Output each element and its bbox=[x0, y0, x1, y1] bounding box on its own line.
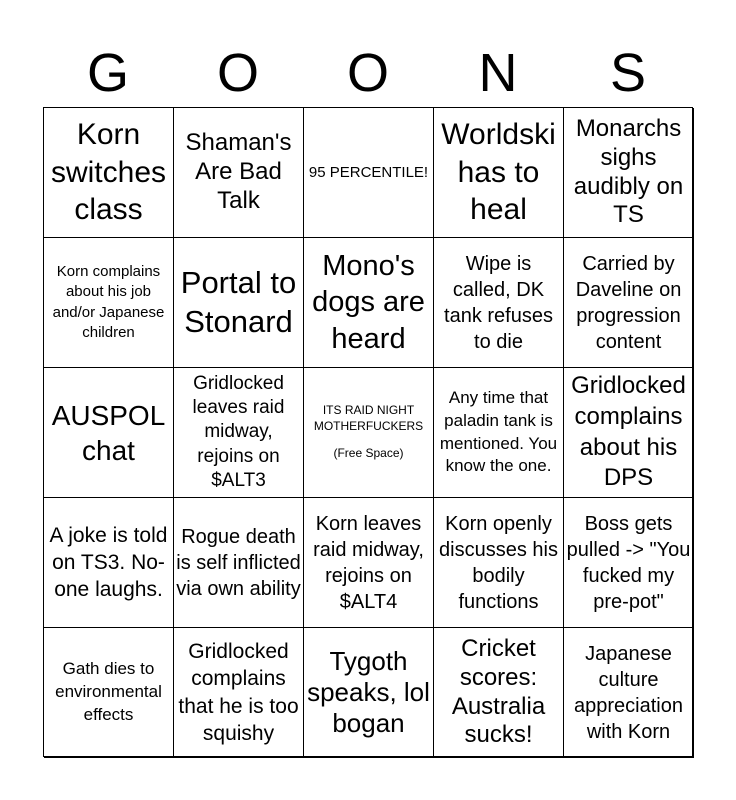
free-space-title: ITS RAID NIGHT MOTHERFUCKERS bbox=[313, 403, 424, 433]
bingo-cell[interactable] bbox=[434, 628, 564, 758]
bingo-cell[interactable] bbox=[304, 108, 434, 238]
cell-text: Korn openly discusses his bodily functions bbox=[439, 512, 558, 613]
bingo-cell[interactable] bbox=[564, 498, 694, 628]
bingo-cell[interactable] bbox=[44, 238, 174, 368]
cell-text: Cricket scores: Australia sucks! bbox=[451, 634, 546, 749]
cell-text: Rogue death is self inflicted via own ability bbox=[176, 525, 301, 600]
bingo-header bbox=[43, 42, 693, 104]
bingo-cell[interactable] bbox=[44, 498, 174, 628]
bingo-cell[interactable] bbox=[434, 108, 564, 238]
header-letter-g: G bbox=[86, 43, 129, 103]
header-letter-o2: O bbox=[346, 43, 389, 103]
bingo-cell[interactable] bbox=[564, 108, 694, 238]
bingo-cell[interactable] bbox=[434, 368, 564, 498]
bingo-cell[interactable] bbox=[44, 368, 174, 498]
cell-text: Portal to Stonard bbox=[180, 264, 297, 339]
cell-text: Japanese culture appreciation with Korn bbox=[574, 642, 683, 743]
free-space-label: (Free Space) bbox=[333, 446, 404, 461]
header-letter-n: N bbox=[478, 43, 518, 103]
cell-text: Shaman's Are Bad Talk bbox=[185, 129, 292, 214]
bingo-cell[interactable] bbox=[564, 238, 694, 368]
bingo-cell[interactable] bbox=[564, 628, 694, 758]
cell-text: Gridlocked leaves raid midway, rejoins on $ALT3 bbox=[192, 372, 285, 491]
cell-text: A joke is told on TS3. No-one laughs. bbox=[49, 523, 168, 602]
cell-text: Carried by Daveline on progression content bbox=[575, 252, 682, 353]
bingo-cell[interactable] bbox=[174, 238, 304, 368]
cell-text bbox=[306, 403, 431, 462]
cell-text: Worldski has to heal bbox=[441, 118, 556, 227]
bingo-cell[interactable] bbox=[434, 238, 564, 368]
bingo-cell[interactable] bbox=[174, 108, 304, 238]
cell-text: Korn switches class bbox=[50, 118, 167, 227]
bingo-cell[interactable] bbox=[434, 498, 564, 628]
bingo-cell[interactable] bbox=[174, 628, 304, 758]
cell-text: Gath dies to environmental effects bbox=[55, 659, 162, 724]
bingo-cell[interactable] bbox=[564, 368, 694, 498]
cell-text: Boss gets pulled -> "You fucked my pre-pot" bbox=[566, 512, 691, 613]
cell-text: Korn complains about his job and/or Japanese children bbox=[52, 263, 165, 341]
bingo-cell[interactable] bbox=[174, 498, 304, 628]
cell-text: AUSPOL chat bbox=[51, 399, 166, 466]
header-letter-s: S bbox=[609, 43, 647, 103]
bingo-cell[interactable] bbox=[304, 628, 434, 758]
bingo-cell[interactable] bbox=[304, 238, 434, 368]
bingo-cell[interactable] bbox=[44, 108, 174, 238]
bingo-board bbox=[43, 107, 693, 757]
cell-text: Tygoth speaks, lol bogan bbox=[307, 645, 430, 739]
bingo-cell[interactable] bbox=[44, 628, 174, 758]
cell-text: Mono's dogs are heard bbox=[312, 250, 425, 355]
cell-text: Gridlocked complains about his DPS bbox=[571, 372, 686, 492]
header-letter-o1: O bbox=[216, 43, 259, 103]
cell-text: Any time that paladin tank is mentioned. You know the one. bbox=[439, 387, 558, 476]
bingo-cell-free-space[interactable] bbox=[304, 368, 434, 498]
cell-text: Monarchs sighs audibly on TS bbox=[573, 114, 684, 229]
bingo-cell[interactable] bbox=[304, 498, 434, 628]
cell-text: Wipe is called, DK tank refuses to die bbox=[444, 252, 553, 353]
cell-text: Gridlocked complains that he is too squishy bbox=[178, 639, 299, 745]
cell-text: 95 PERCENTILE! bbox=[308, 164, 429, 181]
bingo-cell[interactable] bbox=[174, 368, 304, 498]
cell-text: Korn leaves raid midway, rejoins on $ALT4 bbox=[313, 512, 424, 613]
